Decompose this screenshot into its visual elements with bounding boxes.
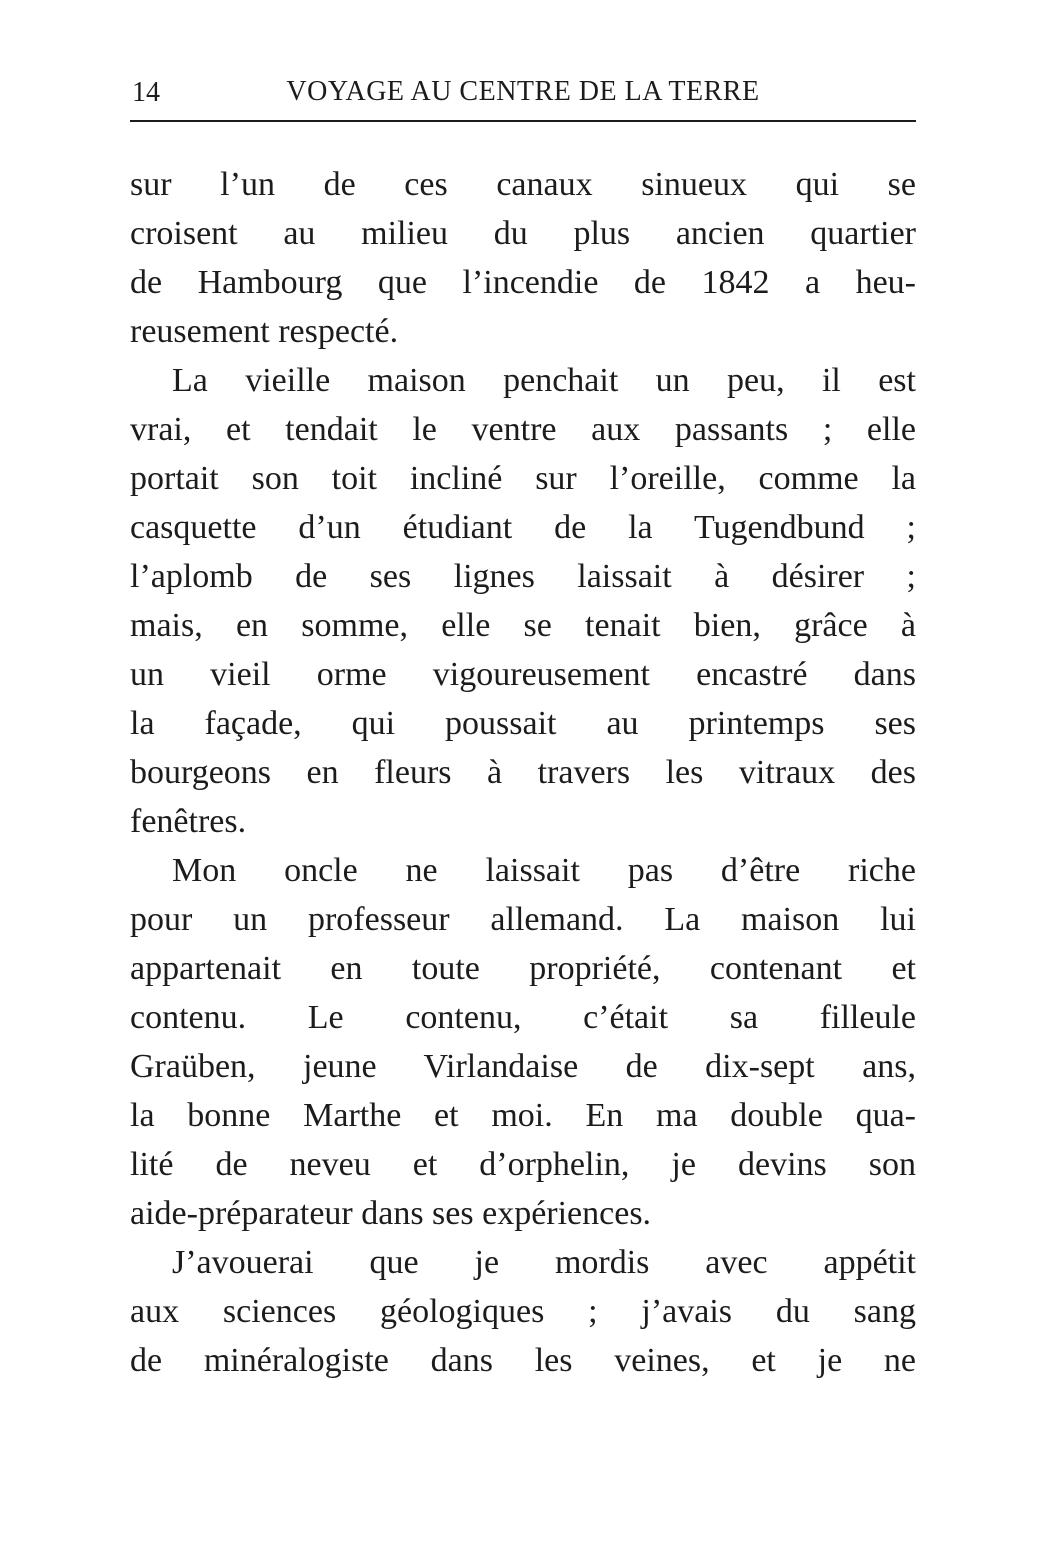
text-line: croisent au milieu du plus ancien quartier <box>130 215 916 252</box>
paragraph <box>130 160 916 356</box>
text-line: Mon oncle ne laissait pas d’être riche <box>172 852 916 889</box>
text-line: J’avouerai que je mordis avec appétit <box>172 1244 916 1281</box>
text-line: bourgeons en fleurs à travers les vitraux des <box>130 754 916 791</box>
paragraph <box>130 356 916 846</box>
page-number: 14 <box>132 77 160 108</box>
text-line: fenêtres. <box>130 803 247 840</box>
text-line: portait son toit incliné sur l’oreille, comme la <box>130 460 916 497</box>
header-rule <box>130 120 916 122</box>
text-line: de Hambourg que l’incendie de 1842 a heu- <box>130 264 916 301</box>
text-line: aux sciences géologiques ; j’avais du sang <box>130 1293 916 1330</box>
text-line: appartenait en toute propriété, contenant et <box>130 950 916 987</box>
text-line: pour un professeur allemand. La maison lui <box>130 901 916 938</box>
text-line: la bonne Marthe et moi. En ma double qua- <box>130 1097 916 1134</box>
text-line: contenu. Le contenu, c’était sa filleule <box>130 999 916 1036</box>
paragraph <box>130 1238 916 1385</box>
text-line: La vieille maison penchait un peu, il est <box>172 362 916 399</box>
text-line: la façade, qui poussait au printemps ses <box>130 705 916 742</box>
text-line: Graüben, jeune Virlandaise de dix-sept ans, <box>130 1048 916 1085</box>
text-line: un vieil orme vigoureusement encastré dans <box>130 656 916 693</box>
text-line: lité de neveu et d’orphelin, je devins son <box>130 1146 916 1183</box>
text-line: sur l’un de ces canaux sinueux qui se <box>130 166 916 203</box>
text-line: vrai, et tendait le ventre aux passants ; elle <box>130 411 916 448</box>
running-title: VOYAGE AU CENTRE DE LA TERRE <box>286 76 760 107</box>
text-line: casquette d’un étudiant de la Tugendbund ; <box>130 509 916 546</box>
body-text <box>130 160 916 1385</box>
paragraph <box>130 846 916 1238</box>
text-line: de minéralogiste dans les veines, et je ne <box>130 1342 916 1379</box>
text-line: reusement respecté. <box>130 313 399 350</box>
text-line: l’aplomb de ses lignes laissait à désirer ; <box>130 558 916 595</box>
text-line: mais, en somme, elle se tenait bien, grâce à <box>130 607 916 644</box>
text-line: aide-préparateur dans ses expériences. <box>130 1195 652 1232</box>
page-header <box>130 76 916 112</box>
